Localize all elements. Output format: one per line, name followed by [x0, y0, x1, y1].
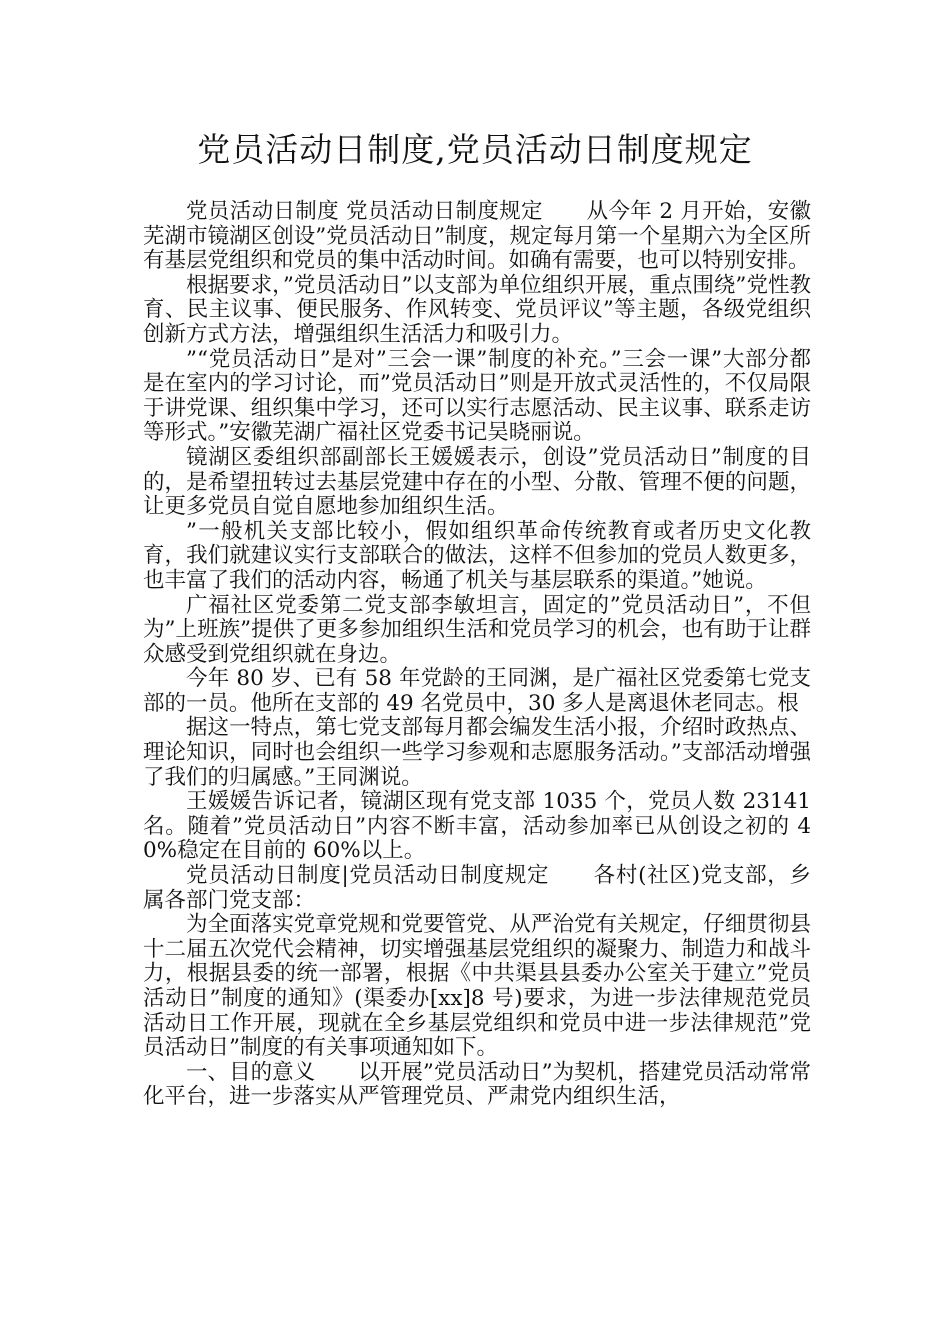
document-body [143, 200, 811, 1110]
paragraph: 据这一特点，第七党支部每月都会编发生活小报，介绍时政热点、理论知识，同时也会组织一些学习参观和志愿服务活动。”支部活动增强了我们的归属感。”王同渊说。 [143, 715, 811, 790]
paragraph: 党员活动日制度 党员活动日制度规定 从今年 2 月开始，安徽芜湖市镜湖区创设”党员活动日”制度，规定每月第一个星期六为全区所有基层党组织和党员的集中活动时间。如确有需要，也可以特别安排。 [143, 199, 811, 274]
paragraph: ”一般机关支部比较小，假如组织革命传统教育或者历史文化教育，我们就建议实行支部联合的做法，这样不但参加的党员人数更多，也丰富了我们的活动内容，畅通了机关与基层联系的渠道。”她说。 [143, 518, 811, 593]
document-title: 党员活动日制度,党员活动日制度规定 [197, 130, 753, 169]
paragraph: 广福社区党委第二党支部李敏坦言，固定的”党员活动日”，不但为”上班族”提供了更多参加组织生活和党员学习的机会，也有助于让群众感受到党组织就在身边。 [143, 592, 811, 667]
paragraph: 一、目的意义 以开展”党员活动日”为契机，搭建党员活动常常化平台，进一步落实从严管理党员、严肃党内组织生活， [143, 1059, 811, 1110]
paragraph: 镜湖区委组织部副部长王媛媛表示，创设”党员活动日”制度的目的，是希望扭转过去基层党建中存在的小型、分散、管理不便的问题，让更多党员自觉自愿地参加组织生活。 [143, 444, 811, 520]
paragraph: 今年 80 岁、已有 58 年党龄的王同渊，是广福社区党委第七党支部的一员。他所在支部的 49 名党员中，30 多人是离退休老同志。根 [143, 666, 811, 716]
paragraph: 为全面落实党章党规和党要管党、从严治党有关规定，仔细贯彻县十二届五次党代会精神，切实增强基层党组织的凝聚力、制造力和战斗力，根据县委的统一部署，根据《中共渠县县委办公室关于建立”党员活动日”制度的通知》(渠委办[xx]8 号)要求，为进一步法律规范党员活动日工作开展，现就在全乡基层党组织和党员中进一步法律规范”党员活动日”制度的有关事项通知如下。 [143, 912, 811, 1061]
paragraph: 王媛媛告诉记者，镜湖区现有党支部 1035 个，党员人数 23141 名。随着”党员活动日”内容不断丰富，活动参加率已从创设之初的 40%稳定在目前的 60%以上。 [143, 789, 811, 864]
paragraph: ”“党员活动日”是对”三会一课”制度的补充。”三会一课”大部分都是在室内的学习讨论，而”党员活动日”则是开放式灵活性的，不仅局限于讲党课、组织集中学习，还可以实行志愿活动、民主议事、联系走访等形式。”安徽芜湖广福社区党委书记吴晓丽说。 [143, 346, 811, 446]
paragraph: 根据要求，”党员活动日”以支部为单位组织开展，重点围绕”党性教育、民主议事、便民服务、作风转变、党员评议”等主题，各级党组织创新方式方法，增强组织生活活力和吸引力。 [143, 272, 811, 347]
paragraph: 党员活动日制度|党员活动日制度规定 各村(社区)党支部，乡属各部门党支部： [143, 863, 811, 913]
